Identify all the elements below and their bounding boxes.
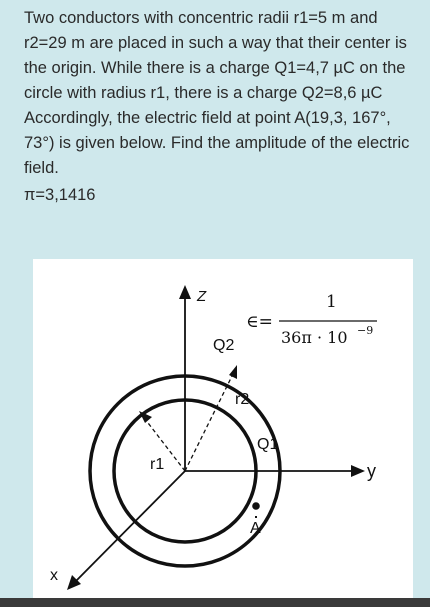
y-axis-arrowhead [351, 465, 365, 477]
question-text: Two conductors with concentric radii r1=5 m and r2=29 m are placed in such a way that their center is the origin. While there is a charge Q1=4,7 µC on the circle with radius r1, there is a charge Q2=8,6 µC Accordingly, the electric field at point A(19,3, 167°, 73°) is given below. Find the amplitude of the electric field. [24, 9, 410, 177]
z-axis-arrowhead [179, 285, 191, 299]
formula-denominator: 36π · 10 [281, 328, 348, 347]
bottom-bar [0, 598, 430, 607]
r2-label: r2 [235, 391, 250, 408]
formula-numerator: 1 [326, 292, 337, 312]
point-a-label: A [250, 520, 261, 537]
q1-label: Q1 [257, 436, 279, 453]
formula-lhs: ∈= [246, 312, 273, 332]
r1-label: r1 [150, 456, 165, 473]
diagram-figure [33, 259, 413, 598]
pi-value: π=3,1416 [24, 186, 96, 204]
diagram-svg [33, 259, 413, 598]
z-axis-label: Z [197, 288, 207, 305]
r2-radius-line [185, 374, 233, 471]
y-axis-label: y [367, 461, 376, 481]
formula-exponent: −9 [357, 324, 374, 337]
q2-label: Q2 [213, 337, 235, 354]
x-axis-label: x [50, 567, 58, 584]
r2-arrowhead [229, 365, 237, 379]
point-a-dot [252, 502, 260, 510]
